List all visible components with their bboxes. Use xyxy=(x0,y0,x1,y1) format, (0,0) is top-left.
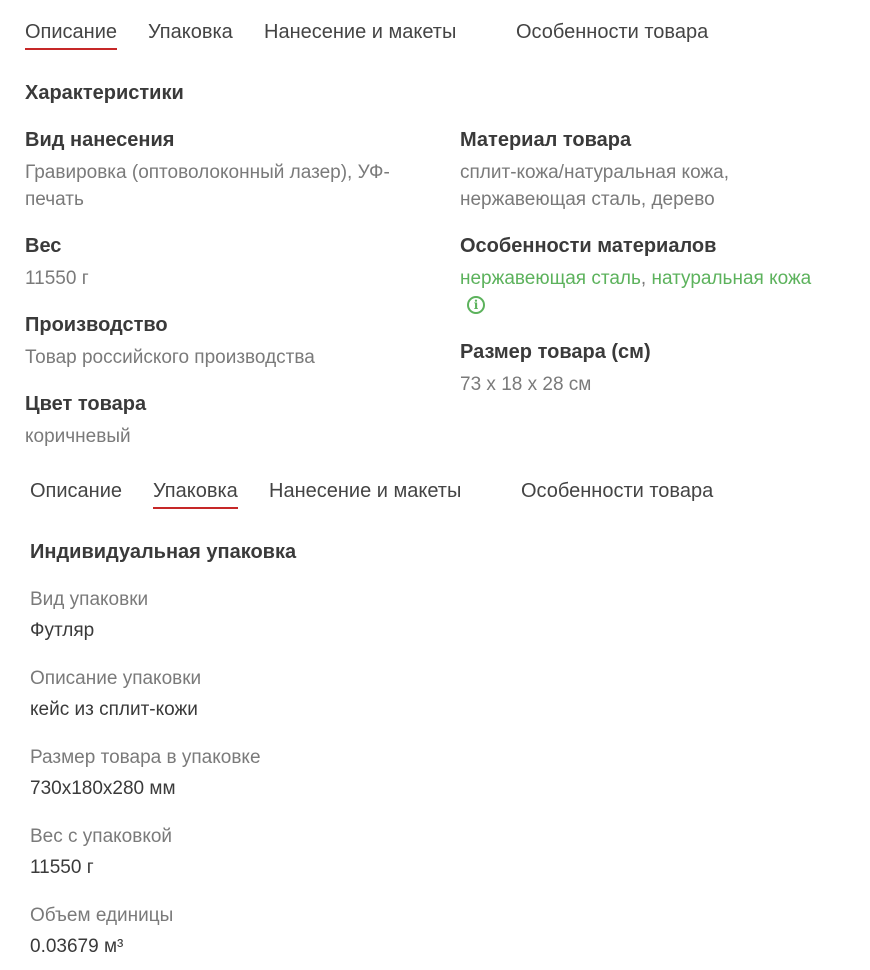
packed-weight-label: Вес с упаковкой xyxy=(30,826,173,847)
color-value: коричневый xyxy=(25,426,131,447)
weight-label: Вес xyxy=(25,235,62,257)
tab-product-features[interactable]: Особенности товара xyxy=(516,21,709,43)
print-type-value: Гравировка (оптоволоконный лазер), УФ- печать xyxy=(25,162,390,210)
size-label: Размер товара (см) xyxy=(460,341,651,363)
production-value: Товар российского производства xyxy=(25,347,315,368)
tab-packaging[interactable]: Упаковка xyxy=(153,477,238,505)
info-icon[interactable]: i xyxy=(467,296,485,314)
natural-leather-link[interactable]: натуральная кожа xyxy=(651,268,812,289)
packed-size-label: Размер товара в упаковке xyxy=(30,747,261,768)
size-value: 73 x 18 x 28 см xyxy=(460,374,592,395)
weight-value: 11550 г xyxy=(25,268,89,289)
material-label: Материал товара xyxy=(460,129,632,151)
tab-printing-layouts[interactable]: Нанесение и макеты xyxy=(269,480,462,502)
packaging-heading: Индивидуальная упаковка xyxy=(30,541,297,563)
tabs-top xyxy=(25,18,845,48)
package-type-value: Футляр xyxy=(30,620,95,641)
package-type-label: Вид упаковки xyxy=(30,589,149,610)
tabs-bottom xyxy=(30,477,850,507)
separator: , xyxy=(640,268,652,289)
production-label: Производство xyxy=(25,314,168,336)
tab-printing-layouts[interactable]: Нанесение и макеты xyxy=(264,21,457,43)
package-description-value: кейс из сплит-кожи xyxy=(30,699,198,720)
characteristics-heading: Характеристики xyxy=(25,82,184,104)
material-features-label: Особенности материалов xyxy=(460,235,717,257)
packed-size-value: 730x180x280 мм xyxy=(30,778,176,799)
unit-volume-label: Объем единицы xyxy=(30,905,174,926)
tab-packaging[interactable]: Упаковка xyxy=(148,21,233,43)
material-features-value xyxy=(460,265,811,292)
tab-description[interactable]: Описание xyxy=(30,480,123,502)
package-description-label: Описание упаковки xyxy=(30,668,202,689)
packed-weight-value: 11550 г xyxy=(30,857,94,878)
stainless-steel-link[interactable]: нержавеющая сталь xyxy=(460,268,641,289)
tab-product-features[interactable]: Особенности товара xyxy=(521,480,714,502)
print-type-label: Вид нанесения xyxy=(25,129,175,151)
color-label: Цвет товара xyxy=(25,393,147,415)
tab-description[interactable]: Описание xyxy=(25,18,117,46)
material-value: сплит-кожа/натуральная кожа, нержавеющая сталь, дерево xyxy=(460,162,729,210)
unit-volume-value: 0.03679 м³ xyxy=(30,936,124,957)
